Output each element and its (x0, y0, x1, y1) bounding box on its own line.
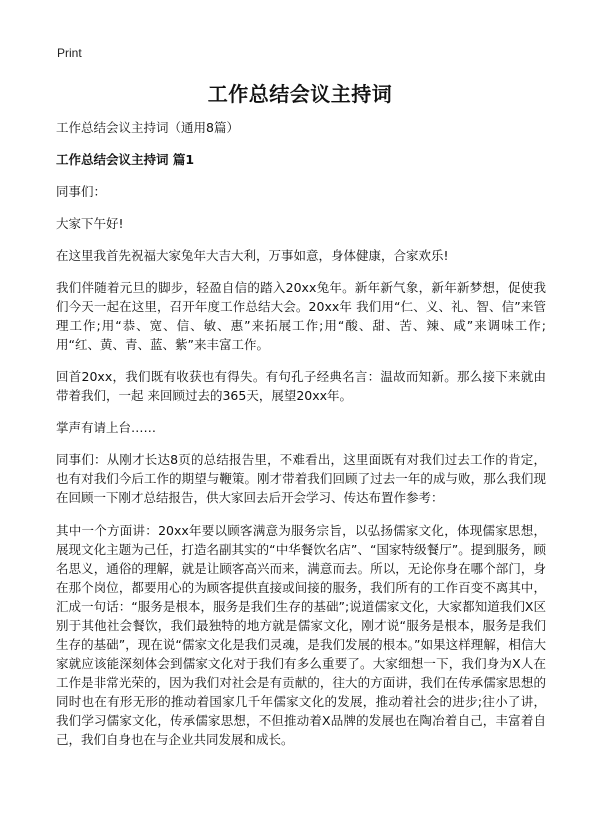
document-body (56, 118, 546, 762)
document-subtitle: 工作总结会议主持词（通用8篇） (56, 120, 239, 135)
document-title: 工作总结会议主持词 (207, 82, 393, 106)
paragraph-applause: 掌声有请上台…… (56, 420, 157, 435)
paragraph-review: 回首20xx，我们既有收获也有得失。有句孔子经典名言：温故而知新。那么接下来就由带着我们，一起 来回顾过去的365天，展望20xx年。 (56, 369, 546, 403)
paragraph-new-year: 我们伴随着元旦的脚步，轻盈自信的踏入20xx兔年。新年新气象，新年新梦想，促使我们今天一起在这里，召开年度工作总结大会。20xx年 我们用“仁、义、礼、智、信”来管理工作;用“恭、宽、信、敏、惠”来拓展工作;用“酸、甜、苦、辣、咸”来调味工作;用“红、黄、青、蓝、紫”来丰富工作。 (56, 280, 546, 352)
print-label: Print (57, 46, 82, 60)
paragraph-service-culture: 其中一个方面讲：20xx年要以顾客满意为服务宗旨，以弘扬儒家文化，体现儒家思想，展现文化主题为己任，打造名副其实的“中华餐饮名店”、“国家特级餐厅”。提到服务，顾名思义，通俗的理解，就是让顾客高兴而来，满意而去。所以，无论你身在哪个部门，身在那个岗位，都要用心的为顾客提供直接或间接的服务，我们所有的工作百变不离其中，汇成一句话：“服务是根本，服务是我们生存的基础”;说道儒家文化，大家都知道我们X区别于其他社会餐饮，我们最独特的地方就是儒家文化，刚才说“服务是根本，服务是我们生存的基础”，现在说“儒家文化是我们灵魂，是我们发展的根本。”如果这样理解，相信大家就应该能深刻体会到儒家文化对于我们有多么重要了。大家细想一下，我们身为X人在工作是非常光荣的，因为我们对社会是有贡献的，往大的方面讲，我们在传承儒家思想的同时也在有形无形的推动着国家几千年儒家文化的发展，推动着社会的进步;往小了讲，我们学习儒家文化，传承儒家思想，不但推动着X品牌的发展也在陶冶着自己，丰富着自己，我们自身也在与企业共同发展和成长。 (56, 523, 546, 747)
paragraph-greeting: 同事们： (56, 184, 107, 199)
paragraph-salutation: 大家下午好! (56, 216, 124, 231)
paragraph-report-summary: 同事们：从刚才长达8页的总结报告里，不难看出，这里面既有对我们过去工作的肯定，也有对我们今后工作的期望与鞭策。刚才带着我们回顾了过去一年的成与败，那么我们现在回顾一下刚才总结报告，供大家回去后开会学习、传达布置作参考： (56, 452, 546, 505)
section-heading: 工作总结会议主持词 篇1 (56, 152, 195, 167)
paragraph-blessing: 在这里我首先祝福大家兔年大吉大利，万事如意，身体健康，合家欢乐! (56, 248, 449, 263)
